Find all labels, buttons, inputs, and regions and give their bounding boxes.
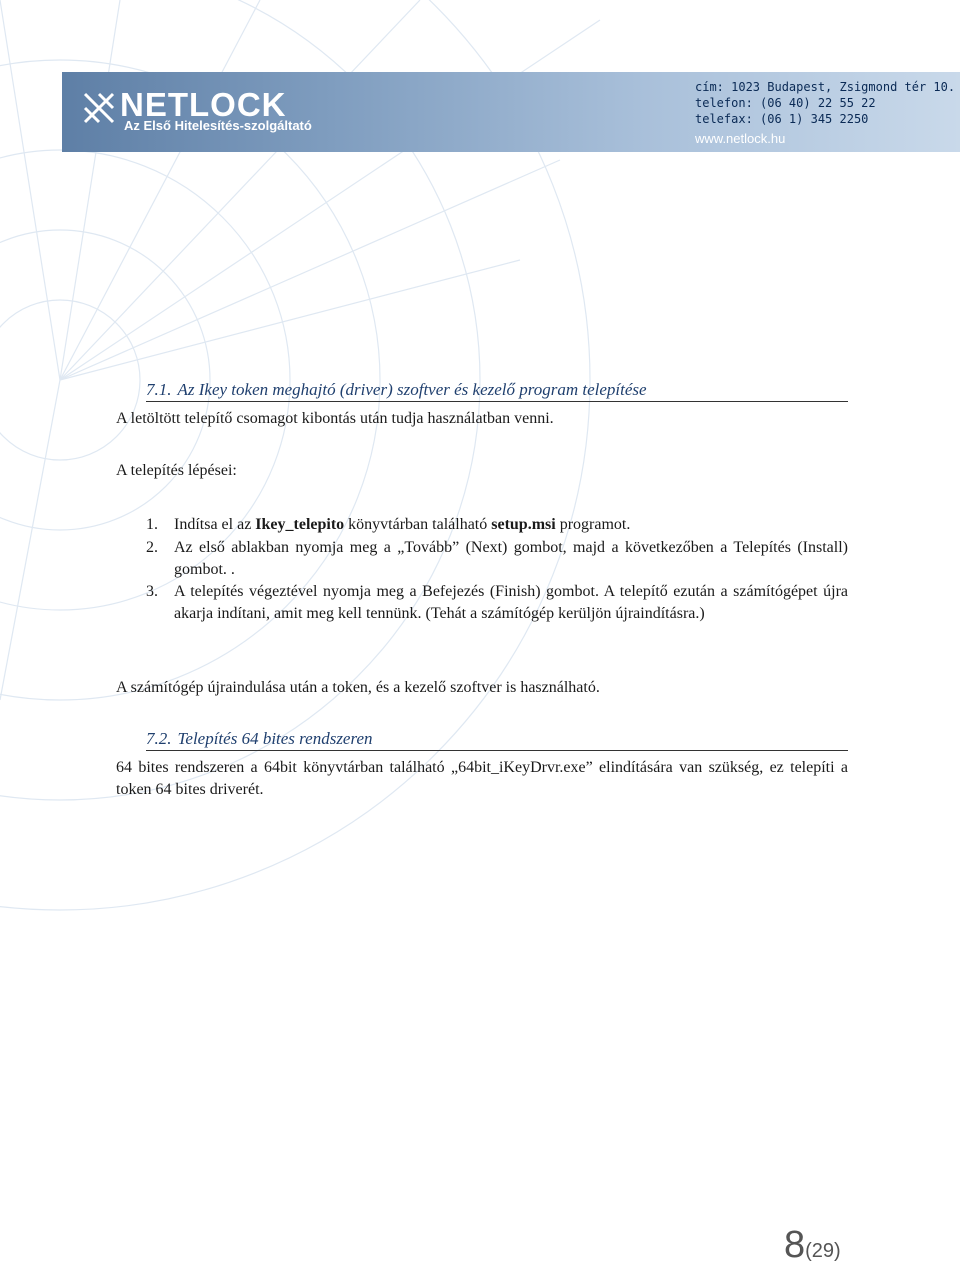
website-link[interactable]: www.netlock.hu xyxy=(695,131,786,146)
phone-line: telefon: (06 40) 22 55 22 xyxy=(695,96,876,110)
section-number: 7.1. xyxy=(146,380,172,399)
outro-paragraph: A számítógép újraindulása után a token, és a kezelő szoftver is használható. xyxy=(116,679,600,696)
section-title: Telepítés 64 bites rendszeren xyxy=(177,729,373,748)
folder-name: Ikey_telepito xyxy=(255,516,345,533)
section-heading-7-1 xyxy=(146,380,848,402)
page-number xyxy=(784,1224,841,1267)
intro-paragraph: A letöltött telepítő csomagot kibontás után tudja használatban venni. xyxy=(116,410,554,427)
body-paragraph: 64 bites rendszeren a 64bit könyvtárban található „64bit_iKeyDrvr.exe” elindítására van szükség, ez telepíti a token 64 bites driverét. xyxy=(116,759,848,798)
steps-label: A telepítés lépései: xyxy=(116,462,237,479)
step-number: 3. xyxy=(146,583,158,600)
step-number: 2. xyxy=(146,539,158,556)
current-page: 8 xyxy=(784,1224,806,1266)
contact-info xyxy=(695,79,955,147)
netlock-logo-icon xyxy=(82,88,116,128)
file-name: setup.msi xyxy=(491,516,556,533)
list-item: A telepítés végeztével nyomja meg a Befejezés (Finish) gombot. A telepítő ezután a számítógépet újra akarja indítani, amit meg kell tennünk. (Tehát a számítógép kerüljön újraindításra.) xyxy=(174,583,848,622)
logo-wordmark: NETLOCK xyxy=(120,86,287,123)
section-number: 7.2. xyxy=(146,729,172,748)
section-title: Az Ikey token meghajtó (driver) szoftver és kezelő program telepítése xyxy=(177,380,647,399)
list-item: Indítsa el az Ikey_telepito könyvtárban található setup.msi programot. xyxy=(174,516,631,533)
total-pages: (29) xyxy=(805,1240,841,1262)
section-heading-7-2 xyxy=(146,729,848,751)
list-item: Az első ablakban nyomja meg a „Tovább” (Next) gombot, majd a következőben a Telepítés (Install) gombot. . xyxy=(174,539,848,578)
address-line: cím: 1023 Budapest, Zsigmond tér 10. xyxy=(695,80,956,94)
step-number: 1. xyxy=(146,516,158,533)
logo-tagline: Az Első Hitelesítés-szolgáltató xyxy=(124,118,312,133)
fax-line: telefax: (06 1) 345 2250 xyxy=(695,112,869,126)
